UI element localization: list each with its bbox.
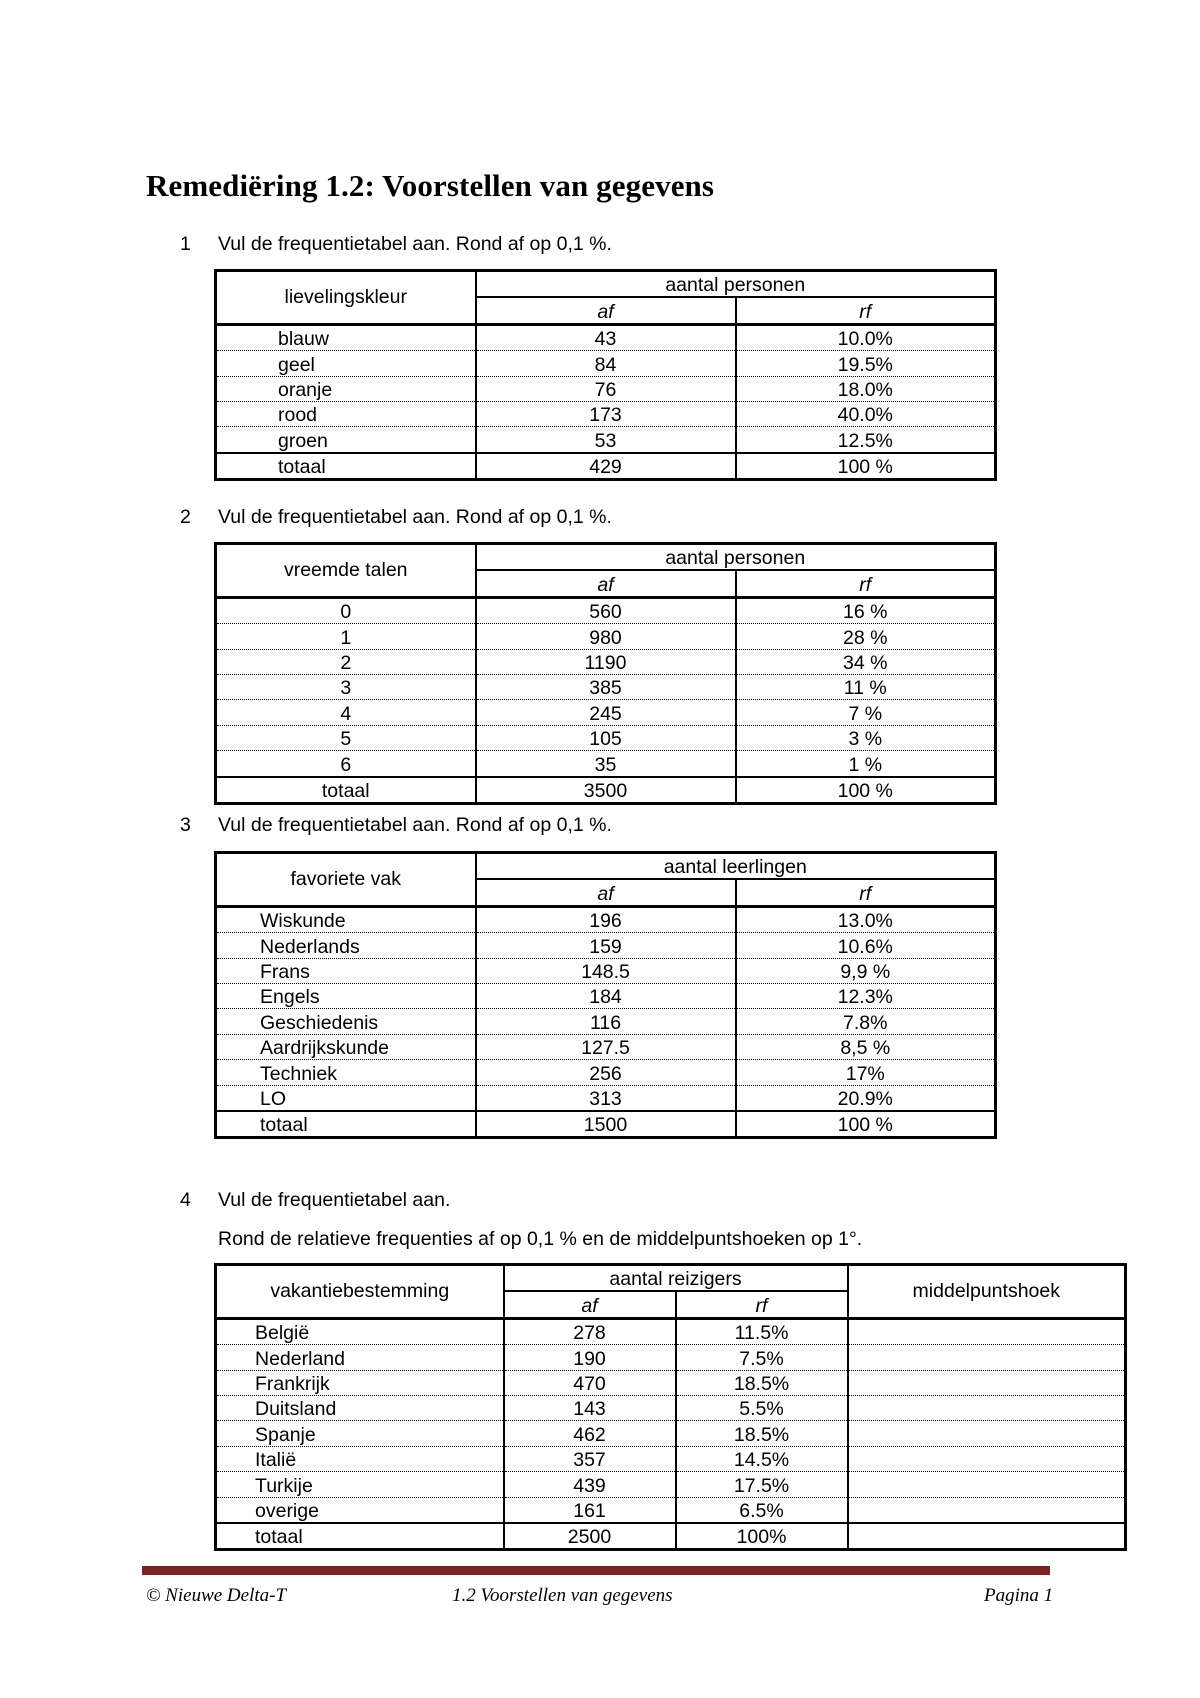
table-cell-af: 116 <box>476 1009 736 1034</box>
column-header-rf: rf <box>736 570 996 597</box>
question-instruction: Vul de frequentietabel aan. Rond af op 0,1 %. <box>218 233 612 255</box>
table-cell-rf: 19.5% <box>736 351 996 376</box>
table-cell-af: 2500 <box>504 1523 676 1550</box>
table-cell-rf: 10.6% <box>736 933 996 958</box>
table-cell-rf: 13.0% <box>736 906 996 932</box>
table-cell-label: totaal <box>216 777 476 804</box>
table-cell-af: 439 <box>504 1472 676 1497</box>
table-cell-af: 313 <box>476 1085 736 1111</box>
table-total-row <box>216 453 996 480</box>
table-row <box>216 1421 1126 1446</box>
table-cell-label: LO <box>216 1085 476 1111</box>
table-cell-label: Geschiedenis <box>216 1009 476 1034</box>
table-cell-label: 4 <box>216 700 476 725</box>
footer-copyright: © Nieuwe Delta-T <box>146 1585 287 1606</box>
table-cell-rf: 7.8% <box>736 1009 996 1034</box>
table-cell-rf: 100% <box>676 1523 848 1550</box>
table-row <box>216 674 996 699</box>
table-row <box>216 427 996 453</box>
table-cell-af: 462 <box>504 1421 676 1446</box>
table-row <box>216 351 996 376</box>
table-cell-rf: 12.5% <box>736 427 996 453</box>
table-row <box>216 624 996 649</box>
table-cell-rf: 28 % <box>736 624 996 649</box>
table-cell-af: 1500 <box>476 1111 736 1138</box>
table-row <box>216 1009 996 1034</box>
table-cell-label: Frans <box>216 958 476 983</box>
table-cell-label: overige <box>216 1497 504 1523</box>
table-cell-label: 1 <box>216 624 476 649</box>
column-header-af: af <box>504 1291 676 1318</box>
question-number: 4 <box>180 1189 191 1211</box>
table-cell-mh <box>848 1345 1126 1370</box>
table-cell-label: 2 <box>216 649 476 674</box>
table-cell-rf: 100 % <box>736 1111 996 1138</box>
table-cell-rf: 100 % <box>736 777 996 804</box>
table-row <box>216 401 996 426</box>
table-cell-rf: 1 % <box>736 751 996 777</box>
table-cell-rf: 12.3% <box>736 983 996 1008</box>
table-row <box>216 1034 996 1059</box>
frequency-table-4 <box>214 1263 1127 1551</box>
question-number: 1 <box>180 233 191 255</box>
table-row <box>216 1370 1126 1395</box>
table-row <box>216 700 996 725</box>
table-cell-af: 278 <box>504 1318 676 1344</box>
table-cell-rf: 17% <box>736 1060 996 1085</box>
table-cell-af: 429 <box>476 453 736 480</box>
table-cell-af: 173 <box>476 401 736 426</box>
table-cell-af: 1190 <box>476 649 736 674</box>
table-cell-mh <box>848 1497 1126 1523</box>
table-cell-rf: 16 % <box>736 597 996 623</box>
column-group-header: aantal leerlingen <box>476 853 996 880</box>
column-header-af: af <box>476 297 736 324</box>
table-cell-label: België <box>216 1318 504 1344</box>
table-cell-mh <box>848 1318 1126 1344</box>
table-row <box>216 1446 1126 1471</box>
frequency-table-1 <box>214 269 997 481</box>
column-group-header: aantal reizigers <box>504 1265 848 1292</box>
frequency-table-3 <box>214 851 997 1139</box>
table-cell-af: 245 <box>476 700 736 725</box>
table-row <box>216 1345 1126 1370</box>
table-cell-af: 190 <box>504 1345 676 1370</box>
column-group-header: aantal personen <box>476 544 996 571</box>
question-instruction: Vul de frequentietabel aan. Rond af op 0,1 %. <box>218 506 612 528</box>
column-header-rf: rf <box>736 297 996 324</box>
table-cell-label: totaal <box>216 1111 476 1138</box>
column-header-middelpuntshoek: middelpuntshoek <box>848 1265 1126 1319</box>
table-row <box>216 725 996 750</box>
footer-page-number: Pagina 1 <box>984 1585 1054 1606</box>
table-cell-label: Wiskunde <box>216 906 476 932</box>
table-row <box>216 958 996 983</box>
table-cell-label: Aardrijkskunde <box>216 1034 476 1059</box>
table-cell-rf: 11 % <box>736 674 996 699</box>
table-cell-label: Nederland <box>216 1345 504 1370</box>
table-cell-mh <box>848 1395 1126 1420</box>
table-cell-rf: 20.9% <box>736 1085 996 1111</box>
table-cell-mh <box>848 1370 1126 1395</box>
question-4-rounding-instruction: Rond de relatieve frequenties af op 0,1 % en de middelpuntshoeken op 1°. <box>218 1228 863 1250</box>
table-total-row <box>216 1111 996 1138</box>
footer-chapter-title: 1.2 Voorstellen van gegevens <box>452 1585 673 1606</box>
table-cell-af: 53 <box>476 427 736 453</box>
table-cell-label: 0 <box>216 597 476 623</box>
table-cell-label: Frankrijk <box>216 1370 504 1395</box>
table-cell-label: 5 <box>216 725 476 750</box>
question-instruction: Vul de frequentietabel aan. <box>218 1189 451 1211</box>
table-cell-af: 35 <box>476 751 736 777</box>
table-cell-af: 161 <box>504 1497 676 1523</box>
table-total-row <box>216 1523 1126 1550</box>
table-row <box>216 649 996 674</box>
frequency-table-2 <box>214 542 997 805</box>
table-cell-mh <box>848 1523 1126 1550</box>
table-cell-label: 6 <box>216 751 476 777</box>
table-row <box>216 1318 1126 1344</box>
table-row <box>216 1395 1126 1420</box>
table-cell-label: groen <box>216 427 476 453</box>
table-cell-af: 470 <box>504 1370 676 1395</box>
column-header-category: vakantiebestemming <box>216 1265 504 1319</box>
table-cell-rf: 40.0% <box>736 401 996 426</box>
table-cell-af: 76 <box>476 376 736 401</box>
table-row <box>216 906 996 932</box>
table-row <box>216 597 996 623</box>
table-cell-rf: 14.5% <box>676 1446 848 1471</box>
table-cell-rf: 3 % <box>736 725 996 750</box>
table-cell-af: 148.5 <box>476 958 736 983</box>
table-cell-af: 980 <box>476 624 736 649</box>
table-cell-af: 143 <box>504 1395 676 1420</box>
table-cell-rf: 5.5% <box>676 1395 848 1420</box>
table-cell-rf: 6.5% <box>676 1497 848 1523</box>
table-cell-af: 256 <box>476 1060 736 1085</box>
column-header-category: lievelingskleur <box>216 271 476 325</box>
table-cell-label: totaal <box>216 1523 504 1550</box>
column-header-af: af <box>476 570 736 597</box>
table-cell-rf: 9,9 % <box>736 958 996 983</box>
table-cell-rf: 10.0% <box>736 324 996 350</box>
column-header-category: favoriete vak <box>216 853 476 907</box>
footer-divider <box>142 1566 1050 1575</box>
table-row <box>216 751 996 777</box>
table-cell-rf: 8,5 % <box>736 1034 996 1059</box>
table-cell-mh <box>848 1472 1126 1497</box>
question-number: 2 <box>180 506 191 528</box>
table-cell-label: Duitsland <box>216 1395 504 1420</box>
table-cell-label: Techniek <box>216 1060 476 1085</box>
table-cell-label: totaal <box>216 453 476 480</box>
table-cell-af: 105 <box>476 725 736 750</box>
table-cell-label: oranje <box>216 376 476 401</box>
table-cell-label: rood <box>216 401 476 426</box>
table-cell-rf: 17.5% <box>676 1472 848 1497</box>
question-1 <box>180 233 612 256</box>
table-cell-af: 159 <box>476 933 736 958</box>
table-row <box>216 983 996 1008</box>
table-cell-mh <box>848 1446 1126 1471</box>
table-cell-rf: 100 % <box>736 453 996 480</box>
table-cell-rf: 7 % <box>736 700 996 725</box>
table-cell-label: Turkije <box>216 1472 504 1497</box>
page-title: Remediëring 1.2: Voorstellen van gegevens <box>146 168 715 203</box>
table-row <box>216 933 996 958</box>
table-row <box>216 1497 1126 1523</box>
table-row <box>216 1085 996 1111</box>
table-cell-af: 184 <box>476 983 736 1008</box>
table-row <box>216 1472 1126 1497</box>
question-3 <box>180 814 612 837</box>
table-cell-label: blauw <box>216 324 476 350</box>
column-header-rf: rf <box>736 879 996 906</box>
column-header-rf: rf <box>676 1291 848 1318</box>
column-header-category: vreemde talen <box>216 544 476 598</box>
column-group-header: aantal personen <box>476 271 996 298</box>
table-cell-af: 560 <box>476 597 736 623</box>
table-cell-rf: 7.5% <box>676 1345 848 1370</box>
table-cell-af: 3500 <box>476 777 736 804</box>
table-cell-label: Nederlands <box>216 933 476 958</box>
table-cell-label: Spanje <box>216 1421 504 1446</box>
table-row <box>216 324 996 350</box>
table-cell-label: 3 <box>216 674 476 699</box>
table-total-row <box>216 777 996 804</box>
table-cell-label: geel <box>216 351 476 376</box>
table-cell-af: 357 <box>504 1446 676 1471</box>
table-row <box>216 376 996 401</box>
question-2 <box>180 506 612 529</box>
table-cell-rf: 18.5% <box>676 1421 848 1446</box>
table-cell-af: 196 <box>476 906 736 932</box>
table-cell-rf: 18.5% <box>676 1370 848 1395</box>
table-cell-rf: 34 % <box>736 649 996 674</box>
table-cell-label: Engels <box>216 983 476 1008</box>
question-number: 3 <box>180 814 191 836</box>
table-cell-af: 43 <box>476 324 736 350</box>
table-row <box>216 1060 996 1085</box>
question-4 <box>180 1189 450 1212</box>
table-cell-af: 385 <box>476 674 736 699</box>
table-cell-rf: 18.0% <box>736 376 996 401</box>
table-cell-af: 127.5 <box>476 1034 736 1059</box>
table-cell-label: Italië <box>216 1446 504 1471</box>
table-cell-af: 84 <box>476 351 736 376</box>
table-cell-mh <box>848 1421 1126 1446</box>
table-cell-rf: 11.5% <box>676 1318 848 1344</box>
column-header-af: af <box>476 879 736 906</box>
question-instruction: Vul de frequentietabel aan. Rond af op 0,1 %. <box>218 814 612 836</box>
